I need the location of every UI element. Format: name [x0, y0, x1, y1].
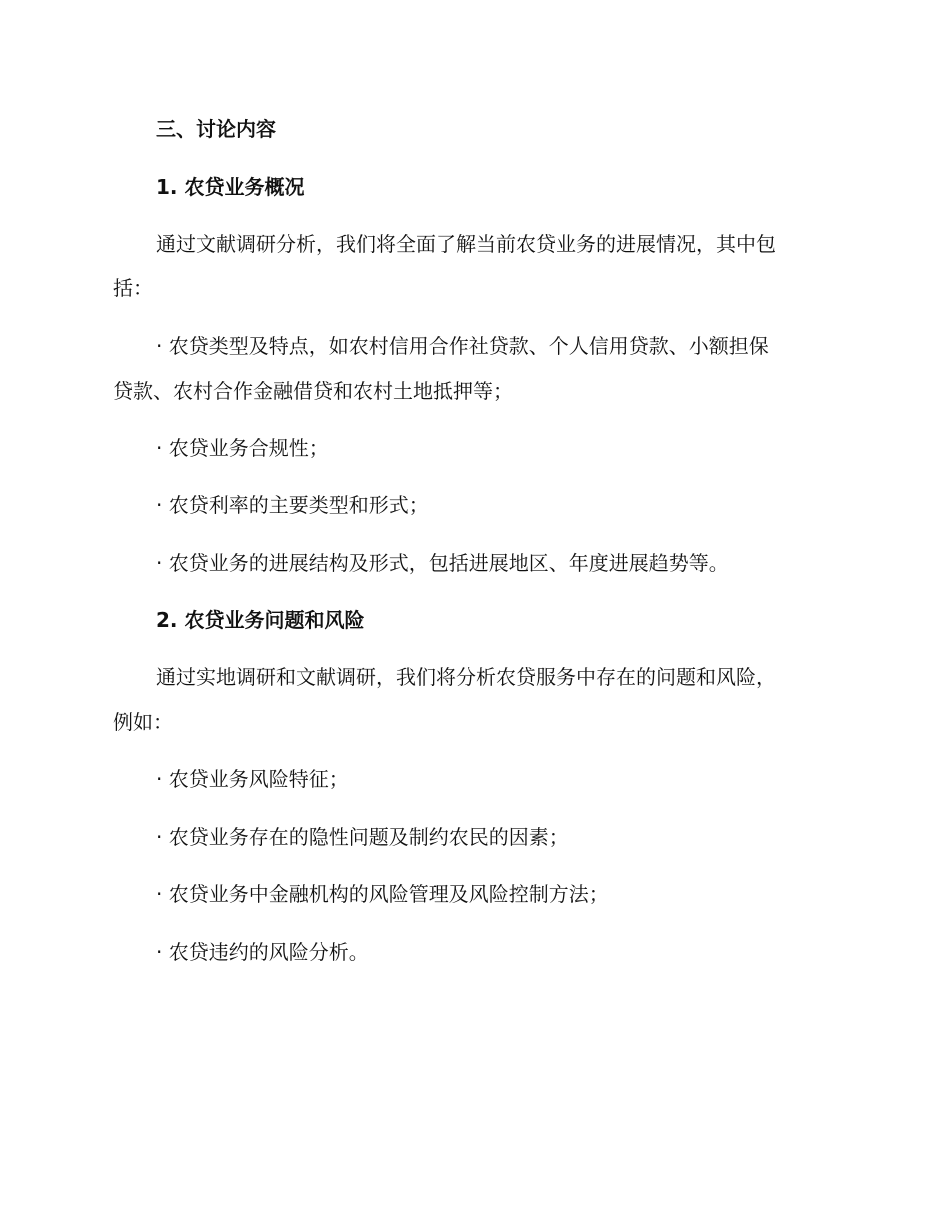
bullet-item-1-3: · 农贷利率的主要类型和形式； — [156, 493, 429, 517]
paragraph-intro-2-line-2: 例如： — [113, 710, 173, 734]
bullet-item-2-3: · 农贷业务中金融机构的风险管理及风险控制方法； — [156, 882, 609, 906]
paragraph-intro-1-line-2: 括： — [113, 276, 153, 300]
bullet-item-2-4: · 农贷违约的风险分析。 — [156, 940, 369, 964]
bullet-item-1-1-line-1: · 农贷类型及特点，如农村信用合作社贷款、个人信用贷款、小额担保 — [156, 334, 769, 358]
bullet-item-1-2: · 农贷业务合规性； — [156, 436, 329, 460]
bullet-item-1-4: · 农贷业务的进展结构及形式，包括进展地区、年度进展趋势等。 — [156, 551, 729, 575]
paragraph-intro-1-line-1: 通过文献调研分析，我们将全面了解当前农贷业务的进展情况，其中包 — [156, 232, 776, 256]
subsection-heading-2: 2. 农贷业务问题和风险 — [156, 608, 365, 632]
bullet-item-2-1: · 农贷业务风险特征； — [156, 767, 349, 791]
bullet-item-2-2: · 农贷业务存在的隐性问题及制约农民的因素； — [156, 825, 569, 849]
subsection-heading-1: 1. 农贷业务概况 — [156, 175, 305, 199]
bullet-item-1-1-line-2: 贷款、农村合作金融借贷和农村土地抵押等； — [113, 379, 513, 403]
section-title: 三、讨论内容 — [156, 117, 276, 141]
paragraph-intro-2-line-1: 通过实地调研和文献调研，我们将分析农贷服务中存在的问题和风险， — [156, 665, 776, 689]
